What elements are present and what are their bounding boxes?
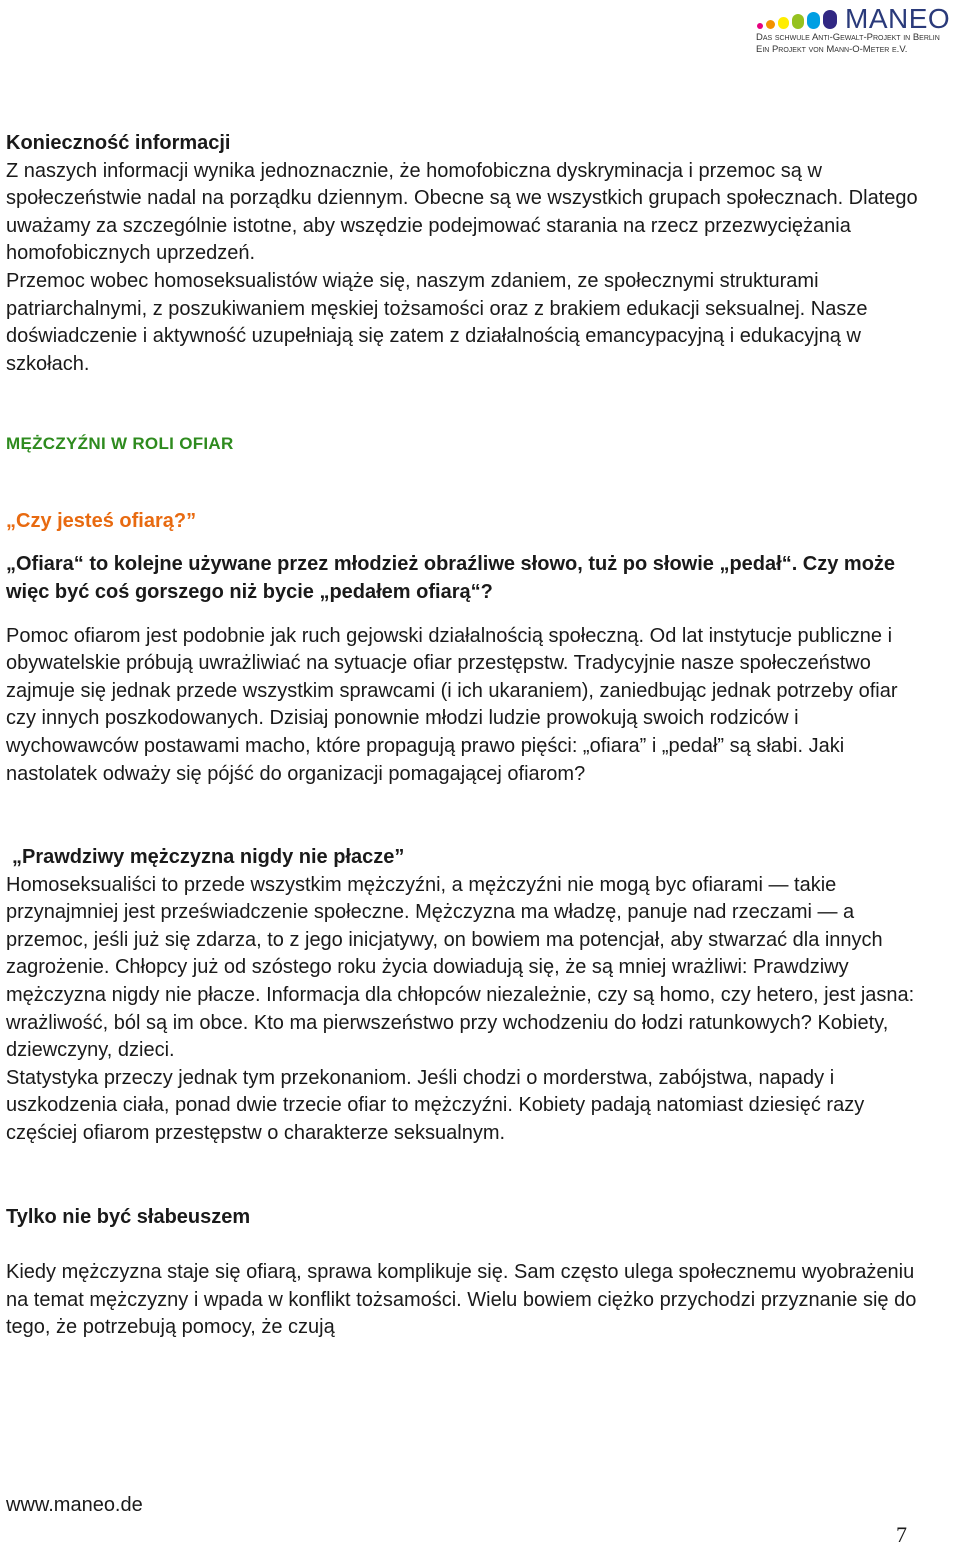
document-body <box>6 130 926 1342</box>
logo-name: MANEO <box>845 3 951 34</box>
logo-tagline: Das schwule Anti-Gewalt-Projekt in Berlin <box>756 32 940 43</box>
subsection-title-weakling: Tylko nie być słabeuszem <box>6 1205 251 1228</box>
paragraph: Kiedy mężczyzna staje się ofiarą, sprawa komplikuje się. Sam często ulega społecznemu wyobrażeniu na temat mężczyzny i wpada w konflikt tożsamości. Wielu bowiem ciężko przychodzi przyznanie się do tego, że potrzebują pomocy, że czują <box>6 1261 917 1339</box>
paragraph: Przemoc wobec homoseksualistów wiąże się, naszym zdaniem, ze społecznymi strukturami patriarchalnymi, z poszukiwaniem męskiej tożsamości oraz z brakiem edukacji seksualnej. Nasze doświadczenie i aktywność uzupełniają się zatem z działalnością emancypacyjną i edukacyjną w szkołach. <box>6 269 868 375</box>
lead-paragraph: „Ofiara“ to kolejne używane przez młodzież obraźliwe słowo, tuż po słowie „pedał“. Czy może więc być coś gorszego niż bycie „pedałem ofiarą“? <box>6 553 896 603</box>
footer-url: www.maneo.de <box>6 1494 143 1516</box>
subsection-title-real-man: „Prawdziwy mężczyzna nigdy nie płacze” <box>12 846 405 869</box>
paragraph: Statystyka przeczy jednak tym przekonaniom. Jeśli chodzi o morderstwa, zabójstwa, napady i uszkodzenia ciała, ponad dwie trzecie ofiar to mężczyźni. Kobiety padają natomiast dziesięć razy częściej ofiarom przestępstw o charakterze seksualnym. <box>6 1066 865 1145</box>
subsection-title-victim: „Czy jesteś ofiarą?” <box>6 510 197 533</box>
paragraph: Z naszych informacji wynika jednoznacznie, że homofobiczna dyskryminacja i przemoc są w społeczeństwie nadal na porządku dziennym. Obecne są we wszystkich grupach społecznach. Dlatego uważamy za szczególnie istotne, aby wszędzie podejmować starania na rzecz przezwyciężania homofobicznych uprzedzeń. <box>6 159 918 265</box>
logo-color-bars-icon <box>757 10 839 32</box>
maneo-logo <box>752 4 957 54</box>
section-title-information: Konieczność informacji <box>6 132 231 154</box>
page-number: 7 <box>896 1522 907 1547</box>
paragraph: Homoseksualiści to przede wszystkim mężczyźni, a mężczyźni nie mogą byc ofiarami — takie przynajmniej jest przeświadczenie społeczne. Mężczyzna ma władzę, panuje nad rzeczami — a przemoc, jeśli już się zdarza, to z jego inicjatywy, on bowiem ma potencjał, aby stwarzać dla innych zagrożenie. Chłopcy już od szóstego roku życia dowiadują się, że są mniej wrażliwi: Prawdziwy mężczyzna nigdy nie płacze. Informacja dla chłopców niezależnie, czy są homo, czy hetero, jest jasna: wrażliwość, ból są im obce. Kto ma pierwszeństwo przy wchodzeniu do łodzi ratunkowych? Kobiety, dziewczyny, dzieci. <box>6 873 915 1062</box>
logo-subtagline: Ein Projekt von Mann-O-Meter e.V. <box>756 44 908 55</box>
paragraph: Pomoc ofiarom jest podobnie jak ruch gejowski działalnością społeczną. Od lat instytucje publiczne i obywatelskie próbują uwrażliwiać na sytuacje ofiar przestępstw. Tradycyjnie nasze społeczeństwo zajmuje się jednak przede wszystkim sprawcami (i ich ukaraniem), zaniedbując jednak potrzeby ofiar czy innych poszkodowanych. Dzisiaj ponownie młodzi ludzie prowokują swoich rodziców i wychowawców postawami macho, które propagują prawo pięści: „ofiara” i „pedał” są słabi. Jaki nastolatek odważy się pójść do organizacji pomagającej ofiarom? <box>6 624 898 785</box>
section-heading: MĘŻCZYŹNI W ROLI OFIAR <box>6 434 234 454</box>
